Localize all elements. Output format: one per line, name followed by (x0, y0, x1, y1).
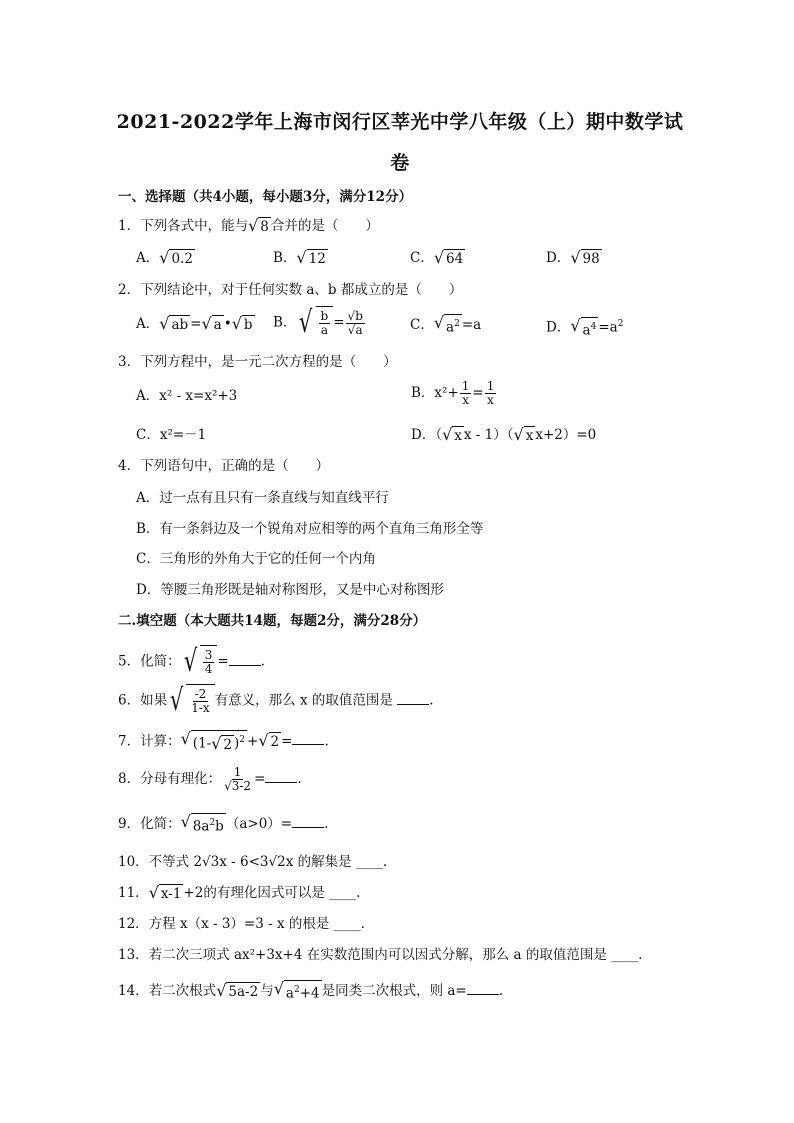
option-c: C． √ $a^2$ =a (410, 313, 482, 336)
question-9: 9．化简： √ $8a^2b$ （a>0）= . (118, 812, 329, 835)
option-b: B． √ $\frac{b}{a}$ = $\frac{√b}{√a}$ (273, 305, 363, 340)
question-7: 7．计算： √ (1- √ 2 )$^2$ + √ 2 = . (118, 729, 329, 753)
question-3: 3．下列方程中，是一元二次方程的是（ ） (118, 354, 397, 370)
option-d: D． √ $a^4$ $=a^2$ (546, 315, 624, 339)
option-c: C． √ 64 (410, 248, 464, 267)
option-d: D．等腰三角形既是轴对称图形，又是中心对称图形 (136, 582, 444, 598)
radical: √ 8 (248, 216, 269, 235)
option-a: A．过一点有且只有一条直线与知直线平行 (136, 490, 389, 506)
option-c: C．x²=－1 (136, 427, 207, 443)
option-b: B． √ 12 (273, 248, 326, 267)
question-8: 8．分母有理化： $\frac{1}{√3-2}$ = . (118, 765, 302, 793)
section-heading: 一、选择题（共4小题，每小题3分，满分12分） (118, 189, 413, 205)
page-title-continued: 卷 (390, 152, 410, 174)
question-13: 13．若二次三项式 ax²+3x+4 在实数范围内可以因式分解，那么 a 的取值范围是 ____. (118, 947, 643, 963)
section-heading: 二.填空题（本大题共14题，每题2分，满分28分） (118, 613, 427, 629)
question-14: 14．若二次根式 √ 5a-2 与 √ $a^2+4$ 是同类二次根式，则 a= . (118, 979, 504, 1002)
question-1 (118, 216, 379, 236)
option-c: C．三角形的外角大于它的任何一个内角 (136, 551, 376, 567)
option-b: B．x²+ $\frac{1}{x}$ = $\frac{1}{x}$ (411, 379, 495, 407)
answer-blank[interactable] (397, 692, 429, 705)
answer-blank[interactable] (467, 982, 499, 995)
question-12: 12．方程 x（x - 3）=3 - x 的根是 ____. (118, 916, 365, 932)
option-a: A． √ 0.2 (136, 248, 193, 267)
question-10: 10．不等式 2√3x - 6<3√2x 的解集是 ____. (118, 854, 388, 870)
option-d: D． √ 98 (546, 248, 600, 267)
answer-blank[interactable] (292, 732, 324, 745)
option-a: A．x² - x=x²+3 (136, 388, 238, 404)
option-b: B．有一条斜边及一个锐角对应相等的两个直角三角形全等 (136, 521, 484, 537)
answer-blank[interactable] (292, 815, 324, 828)
question-5: 5．化简： √ $\frac{3}{4}$ = . (118, 644, 265, 679)
question-text: 合并的是（ ） (270, 218, 379, 234)
question-11: 11． √ x-1 +2的有理化因式可以是 ____. (118, 883, 361, 902)
question-4: 4．下列语句中，正确的是（ ） (118, 458, 330, 474)
answer-blank[interactable] (265, 770, 297, 783)
question-6: 6．如果 √ $\frac{-2}{1-x}$ 有意义，那么 x 的取值范围是 . (118, 683, 434, 718)
option-a: A． √ ab = √ a • √ b (136, 314, 253, 333)
answer-blank[interactable] (229, 653, 261, 666)
question-text: 1．下列各式中，能与 (118, 218, 249, 234)
option-d: D．（ √ x x - 1）（ √ x x+2）=0 (411, 425, 597, 444)
question-2: 2．下列结论中，对于任何实数 a、b 都成立的是（ ） (118, 282, 463, 298)
page-title: 2021-2022学年上海市闵行区莘光中学八年级（上）期中数学试 (116, 111, 684, 133)
